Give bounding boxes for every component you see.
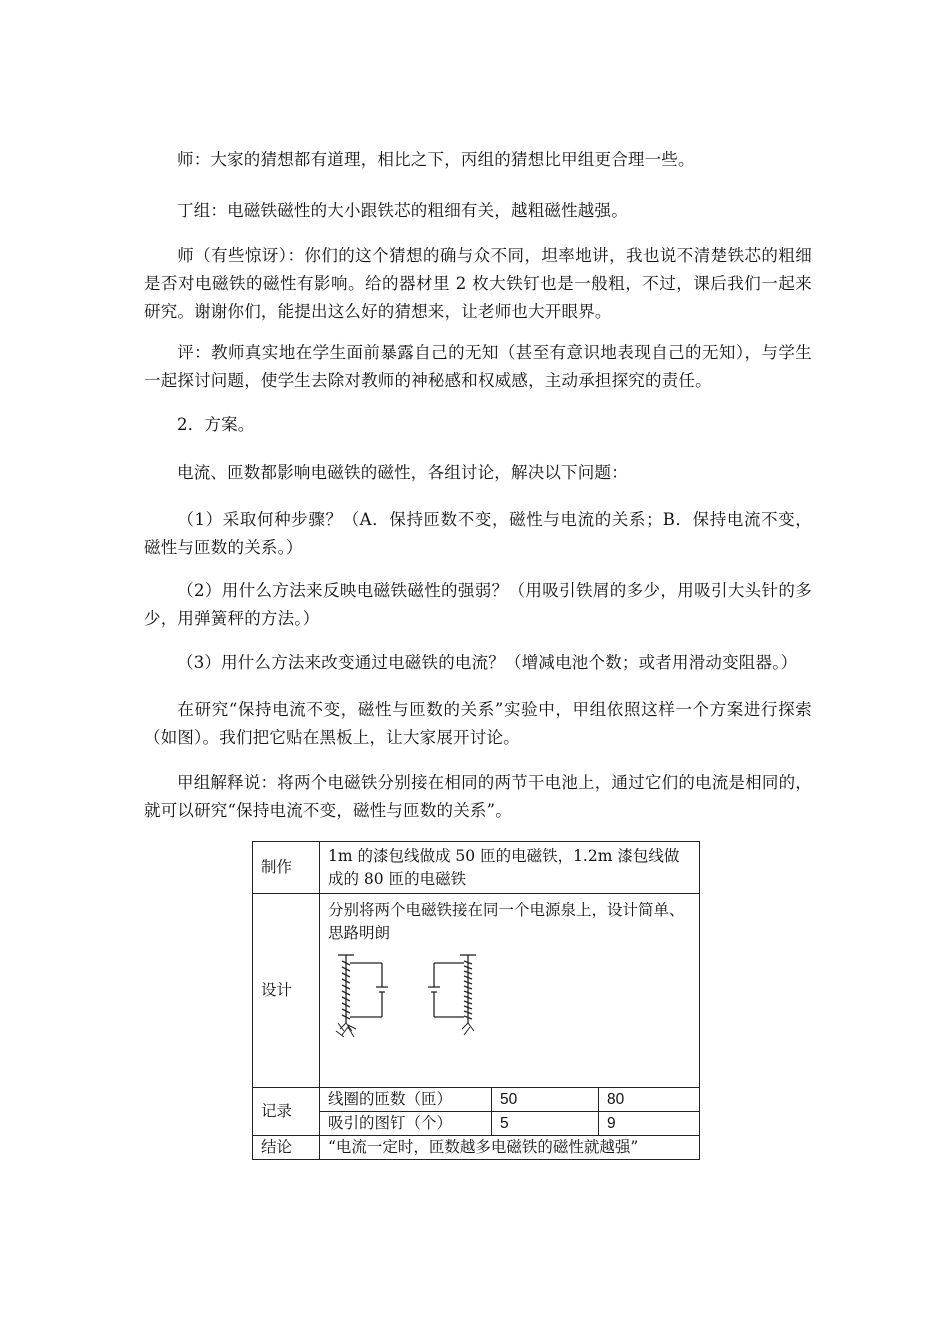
paragraph-teacher-comment	[144, 146, 812, 174]
paragraph-experiment	[144, 696, 812, 752]
making-text: 1m 的漆包线做成 50 匝的电磁铁，1.2m 漆包线做成的 80 匝的电磁铁	[320, 842, 700, 894]
making-label: 制作	[253, 842, 320, 894]
paragraph-text: 在研究“保持电流不变，磁性与匝数的关系”实验中，甲组依照这样一个方案进行探索（如图）。我们把它贴在黑板上，让大家展开讨论。	[144, 700, 812, 747]
experiment-table	[252, 841, 700, 1160]
paragraph-text: 电流、匝数都影响电磁铁的磁性，各组讨论，解决以下问题：	[177, 463, 628, 482]
paragraph-text: 甲组解释说：将两个电磁铁分别接在相同的两节干电池上，通过它们的电流是相同的，就可以研究“保持电流不变，磁性与匝数的关系”。	[144, 773, 812, 820]
conclusion-text: “电流一定时，匝数越多电磁铁的磁性就越强”	[320, 1136, 700, 1160]
record-value-50-turns: 50	[492, 1088, 599, 1112]
record-value-80-turns: 9	[599, 1112, 700, 1136]
paragraph-group-a-explanation	[144, 769, 812, 825]
table-row	[253, 842, 700, 894]
table-row	[253, 1088, 700, 1112]
paragraph-text: （2）用什么方法来反映电磁铁磁性的强弱？（用吸引铁屑的多少，用吸引大头针的多少，用弹簧秤的方法。）	[144, 581, 812, 628]
record-value-50-turns: 5	[492, 1112, 599, 1136]
paragraph-text: 丁组：电磁铁磁性的大小跟铁芯的粗细有关，越粗磁性越强。	[177, 201, 628, 220]
electromagnet-circuit-diagram	[330, 951, 490, 1043]
question-1	[144, 506, 812, 562]
design-text: 分别将两个电磁铁接在同一个电源泉上，设计简单、思路明朗	[328, 901, 685, 942]
paragraph-text: 师（有些惊讶）：你们的这个猜想的确与众不同，坦率地讲，我也说不清楚铁芯的粗细是否对电磁铁的磁性有影响。给的器材里 2 枚大铁钉也是一般粗，不过，课后我们一起来研究。谢谢你们，能提出这么好的猜想来，让老师也大开眼界。	[144, 246, 812, 321]
paragraph-teacher-surprised	[144, 242, 812, 326]
question-2	[144, 577, 812, 633]
record-value-80-turns: 80	[599, 1088, 700, 1112]
record-label: 记录	[253, 1088, 320, 1136]
question-3	[144, 649, 812, 677]
paragraph-text: 评：教师真实地在学生面前暴露自己的无知（甚至有意识地表现自己的无知），与学生一起探讨问题，使学生去除对教师的神秘感和权威感，主动承担探究的责任。	[144, 343, 812, 390]
paragraph-evaluation	[144, 339, 812, 395]
section-heading-plan	[144, 411, 812, 439]
electromagnet-right-icon	[428, 955, 476, 1035]
paragraph-text: （3）用什么方法来改变通过电磁铁的电流？（增减电池个数；或者用滑动变阻器。）	[177, 653, 798, 672]
record-row-name: 线圈的匝数（匝）	[320, 1088, 492, 1112]
paragraph-group-d	[144, 197, 812, 225]
paragraph-text: 2．方案。	[177, 415, 255, 434]
table-row	[253, 1136, 700, 1160]
paragraph-text: （1）采取何种步骤？（A．保持匝数不变，磁性与电流的关系；B．保持电流不变，磁性与匝数的关系。）	[144, 510, 812, 557]
table-row	[253, 1112, 700, 1136]
table-row	[253, 894, 700, 1088]
paragraph-discussion	[144, 459, 812, 487]
record-row-name: 吸引的图钉（个）	[320, 1112, 492, 1136]
design-cell	[320, 894, 700, 1088]
design-label: 设计	[253, 894, 320, 1088]
electromagnet-left-icon	[336, 955, 388, 1037]
conclusion-label: 结论	[253, 1136, 320, 1160]
paragraph-text: 师：大家的猜想都有道理，相比之下，丙组的猜想比甲组更合理一些。	[177, 150, 695, 169]
